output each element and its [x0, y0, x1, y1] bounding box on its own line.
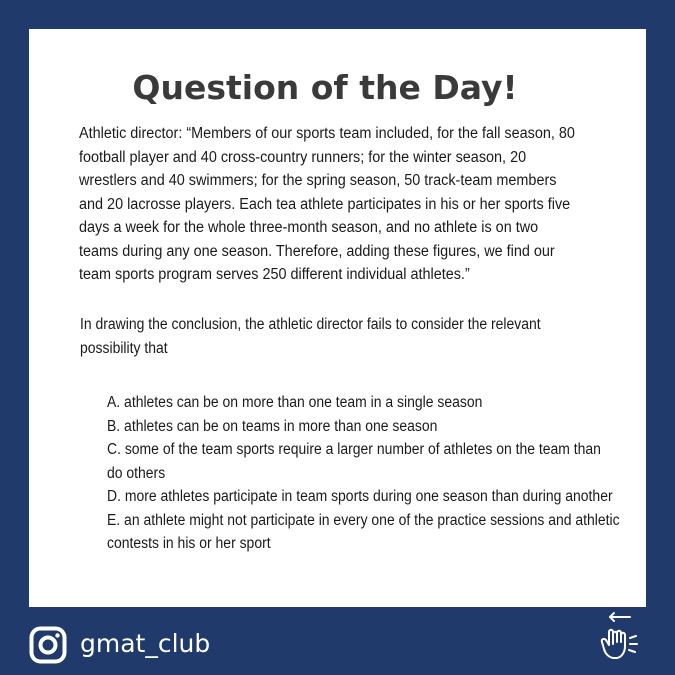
answer-choice-a: A. athletes can be on more than one team in a single season [107, 394, 483, 411]
question-stem: In drawing the conclusion, the athletic director fails to consider the relevant possibility that [80, 316, 541, 357]
instagram-icon [29, 626, 67, 664]
instagram-handle: gmat_club [80, 629, 211, 658]
page-title: Question of the Day! [132, 68, 518, 107]
answer-choice-c: C. some of the team sports require a larger number of athletes on the team than do others [107, 441, 601, 482]
answer-choice-b: B. athletes can be on teams in more than one season [107, 417, 438, 435]
answer-choice-d: D. more athletes participate in team sports during one season than during another [107, 488, 613, 505]
swipe-hand-icon [600, 608, 646, 664]
answer-choices [107, 391, 620, 556]
question-passage: Athletic director: “Members of our sports team included, for the fall season, 80 football player and 40 cross-country runners; for the winter season, 20 wrestlers and 40 swimmers; for the spring season, 50 track-team members and 20 lacrosse players. Each tea athlete participates in his or her sports five days a week for the whole three-month season, and no athlete is on two teams during any one season. Therefore, adding these figures, we find our team sports program serves 250 different individual athletes.” [79, 125, 575, 283]
answer-choice-e: E. an athlete might not participate in every one of the practice sessions and athletic contests in his or her sport [107, 511, 620, 552]
